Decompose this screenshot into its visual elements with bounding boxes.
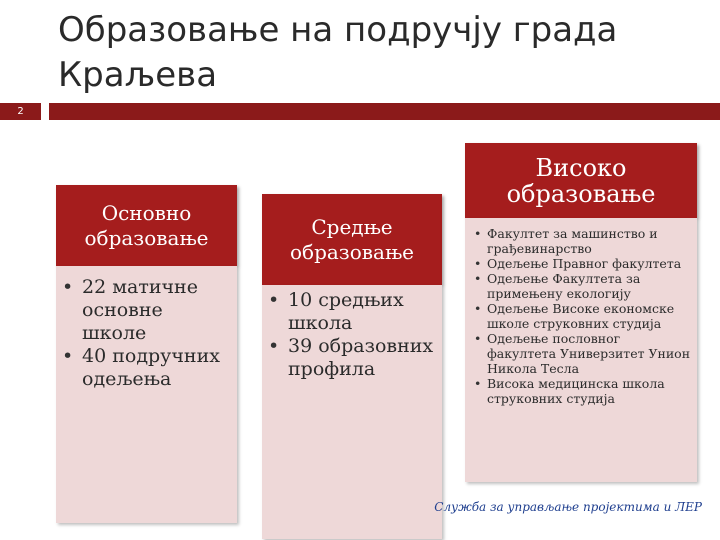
list-item: • Одељење Факултета за примењену екологију bbox=[487, 271, 691, 301]
list-item: • Факултет за машинство и грађевинарство bbox=[487, 226, 691, 256]
card-primary-education bbox=[56, 185, 237, 523]
list-item: • Одељење Високе економске школе струковних студија bbox=[487, 301, 691, 331]
card-body bbox=[56, 266, 237, 523]
footer-text: Служба за управљање пројектима и ЛЕР bbox=[434, 500, 702, 514]
list-item: • Висока медицинска школа струковних студија bbox=[487, 376, 691, 406]
card-header: Основно образовање bbox=[56, 185, 237, 266]
list-item: • 10 средњих школа bbox=[288, 289, 436, 335]
card-header: Високо образовање bbox=[465, 143, 697, 218]
bullet-list bbox=[487, 226, 691, 406]
page-title: Образовање на подручју града Краљева bbox=[58, 10, 618, 95]
title-rule bbox=[49, 103, 720, 120]
list-item: • Одељење Правног факултета bbox=[487, 256, 691, 271]
list-item: • 39 образовних профила bbox=[288, 335, 436, 381]
card-secondary-education bbox=[262, 194, 442, 539]
slide-number: 2 bbox=[0, 103, 41, 120]
list-item: • 22 матичне основне школе bbox=[82, 276, 231, 345]
card-body bbox=[465, 218, 697, 482]
list-item: • 40 подручних одељења bbox=[82, 345, 231, 391]
card-body bbox=[262, 285, 442, 539]
bullet-list bbox=[288, 289, 436, 381]
card-higher-education bbox=[465, 143, 697, 482]
list-item: • Одељење пословног факултета Универзитет Унион Никола Тесла bbox=[487, 331, 691, 376]
bullet-list bbox=[82, 276, 231, 391]
card-header: Средње образовање bbox=[262, 194, 442, 285]
